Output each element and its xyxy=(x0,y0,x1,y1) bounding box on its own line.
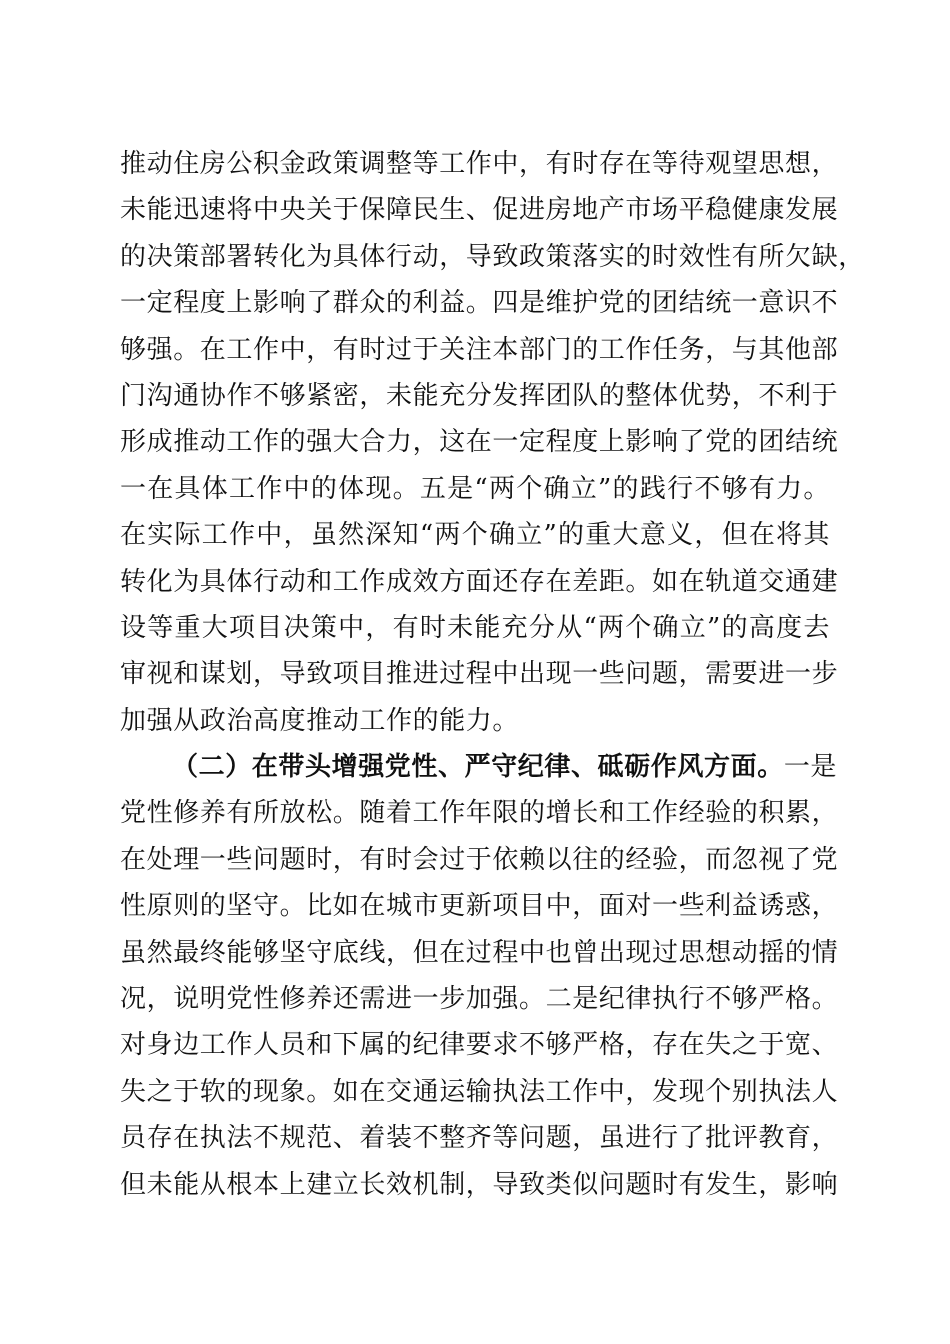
text-line: 转化为具体行动和工作成效方面还存在差距。如在轨道交通建 xyxy=(120,566,839,597)
text-line: 但未能从根本上建立长效机制，导致类似问题时有发生，影响 xyxy=(120,1169,839,1200)
text-line: 一定程度上影响了群众的利益。四是维护党的团结统一意识不 xyxy=(120,288,839,319)
text-line: 失之于软的现象。如在交通运输执法工作中，发现个别执法人 xyxy=(120,1076,839,1107)
document-body xyxy=(120,141,865,1208)
section-heading-continuation: 一是 xyxy=(783,752,838,783)
section-heading: （二）在带头增强党性、严守纪律、砥砺作风方面。 xyxy=(172,752,784,783)
text-line: 未能迅速将中央关于保障民生、促进房地产市场平稳健康发展 xyxy=(120,195,839,226)
text-line: 推动住房公积金政策调整等工作中，有时存在等待观望思想， xyxy=(120,149,839,179)
text-line: 在实际工作中，虽然深知“两个确立”的重大意义，但在将其 xyxy=(120,520,830,551)
text-line: 设等重大项目决策中，有时未能充分从“两个确立”的高度去 xyxy=(120,612,830,643)
text-line: 在处理一些问题时，有时会过于依赖以往的经验，而忽视了党 xyxy=(120,844,839,875)
section-heading-line xyxy=(120,744,838,790)
text-line: 党性修养有所放松。随着工作年限的增长和工作经验的积累， xyxy=(120,798,839,829)
paragraph-1 xyxy=(120,141,865,744)
text-line: 况，说明党性修养还需进一步加强。二是纪律执行不够严格。 xyxy=(120,984,839,1015)
text-line: 员存在执法不规范、着装不整齐等问题，虽进行了批评教育， xyxy=(120,1123,839,1154)
text-line: 门沟通协作不够紧密，未能充分发挥团队的整体优势，不利于 xyxy=(120,380,839,411)
text-line: 的决策部署转化为具体行动，导致政策落实的时效性有所欠缺， xyxy=(120,241,865,272)
text-line: 审视和谋划，导致项目推进过程中出现一些问题，需要进一步 xyxy=(120,659,839,690)
text-line: 形成推动工作的强大合力，这在一定程度上影响了党的团结统 xyxy=(120,427,839,458)
text-line: 性原则的坚守。比如在城市更新项目中，面对一些利益诱惑， xyxy=(120,891,839,922)
text-line: 够强。在工作中，有时过于关注本部门的工作任务，与其他部 xyxy=(120,334,839,365)
paragraph-2 xyxy=(120,744,839,1208)
text-line: 对身边工作人员和下属的纪律要求不够严格，存在失之于宽、 xyxy=(120,1030,839,1061)
text-line: 一在具体工作中的体现。五是“两个确立”的践行不够有力。 xyxy=(120,473,830,504)
text-line: 加强从政治高度推动工作的能力。 xyxy=(120,705,520,736)
text-line: 虽然最终能够坚守底线，但在过程中也曾出现过思想动摇的情 xyxy=(120,937,839,968)
